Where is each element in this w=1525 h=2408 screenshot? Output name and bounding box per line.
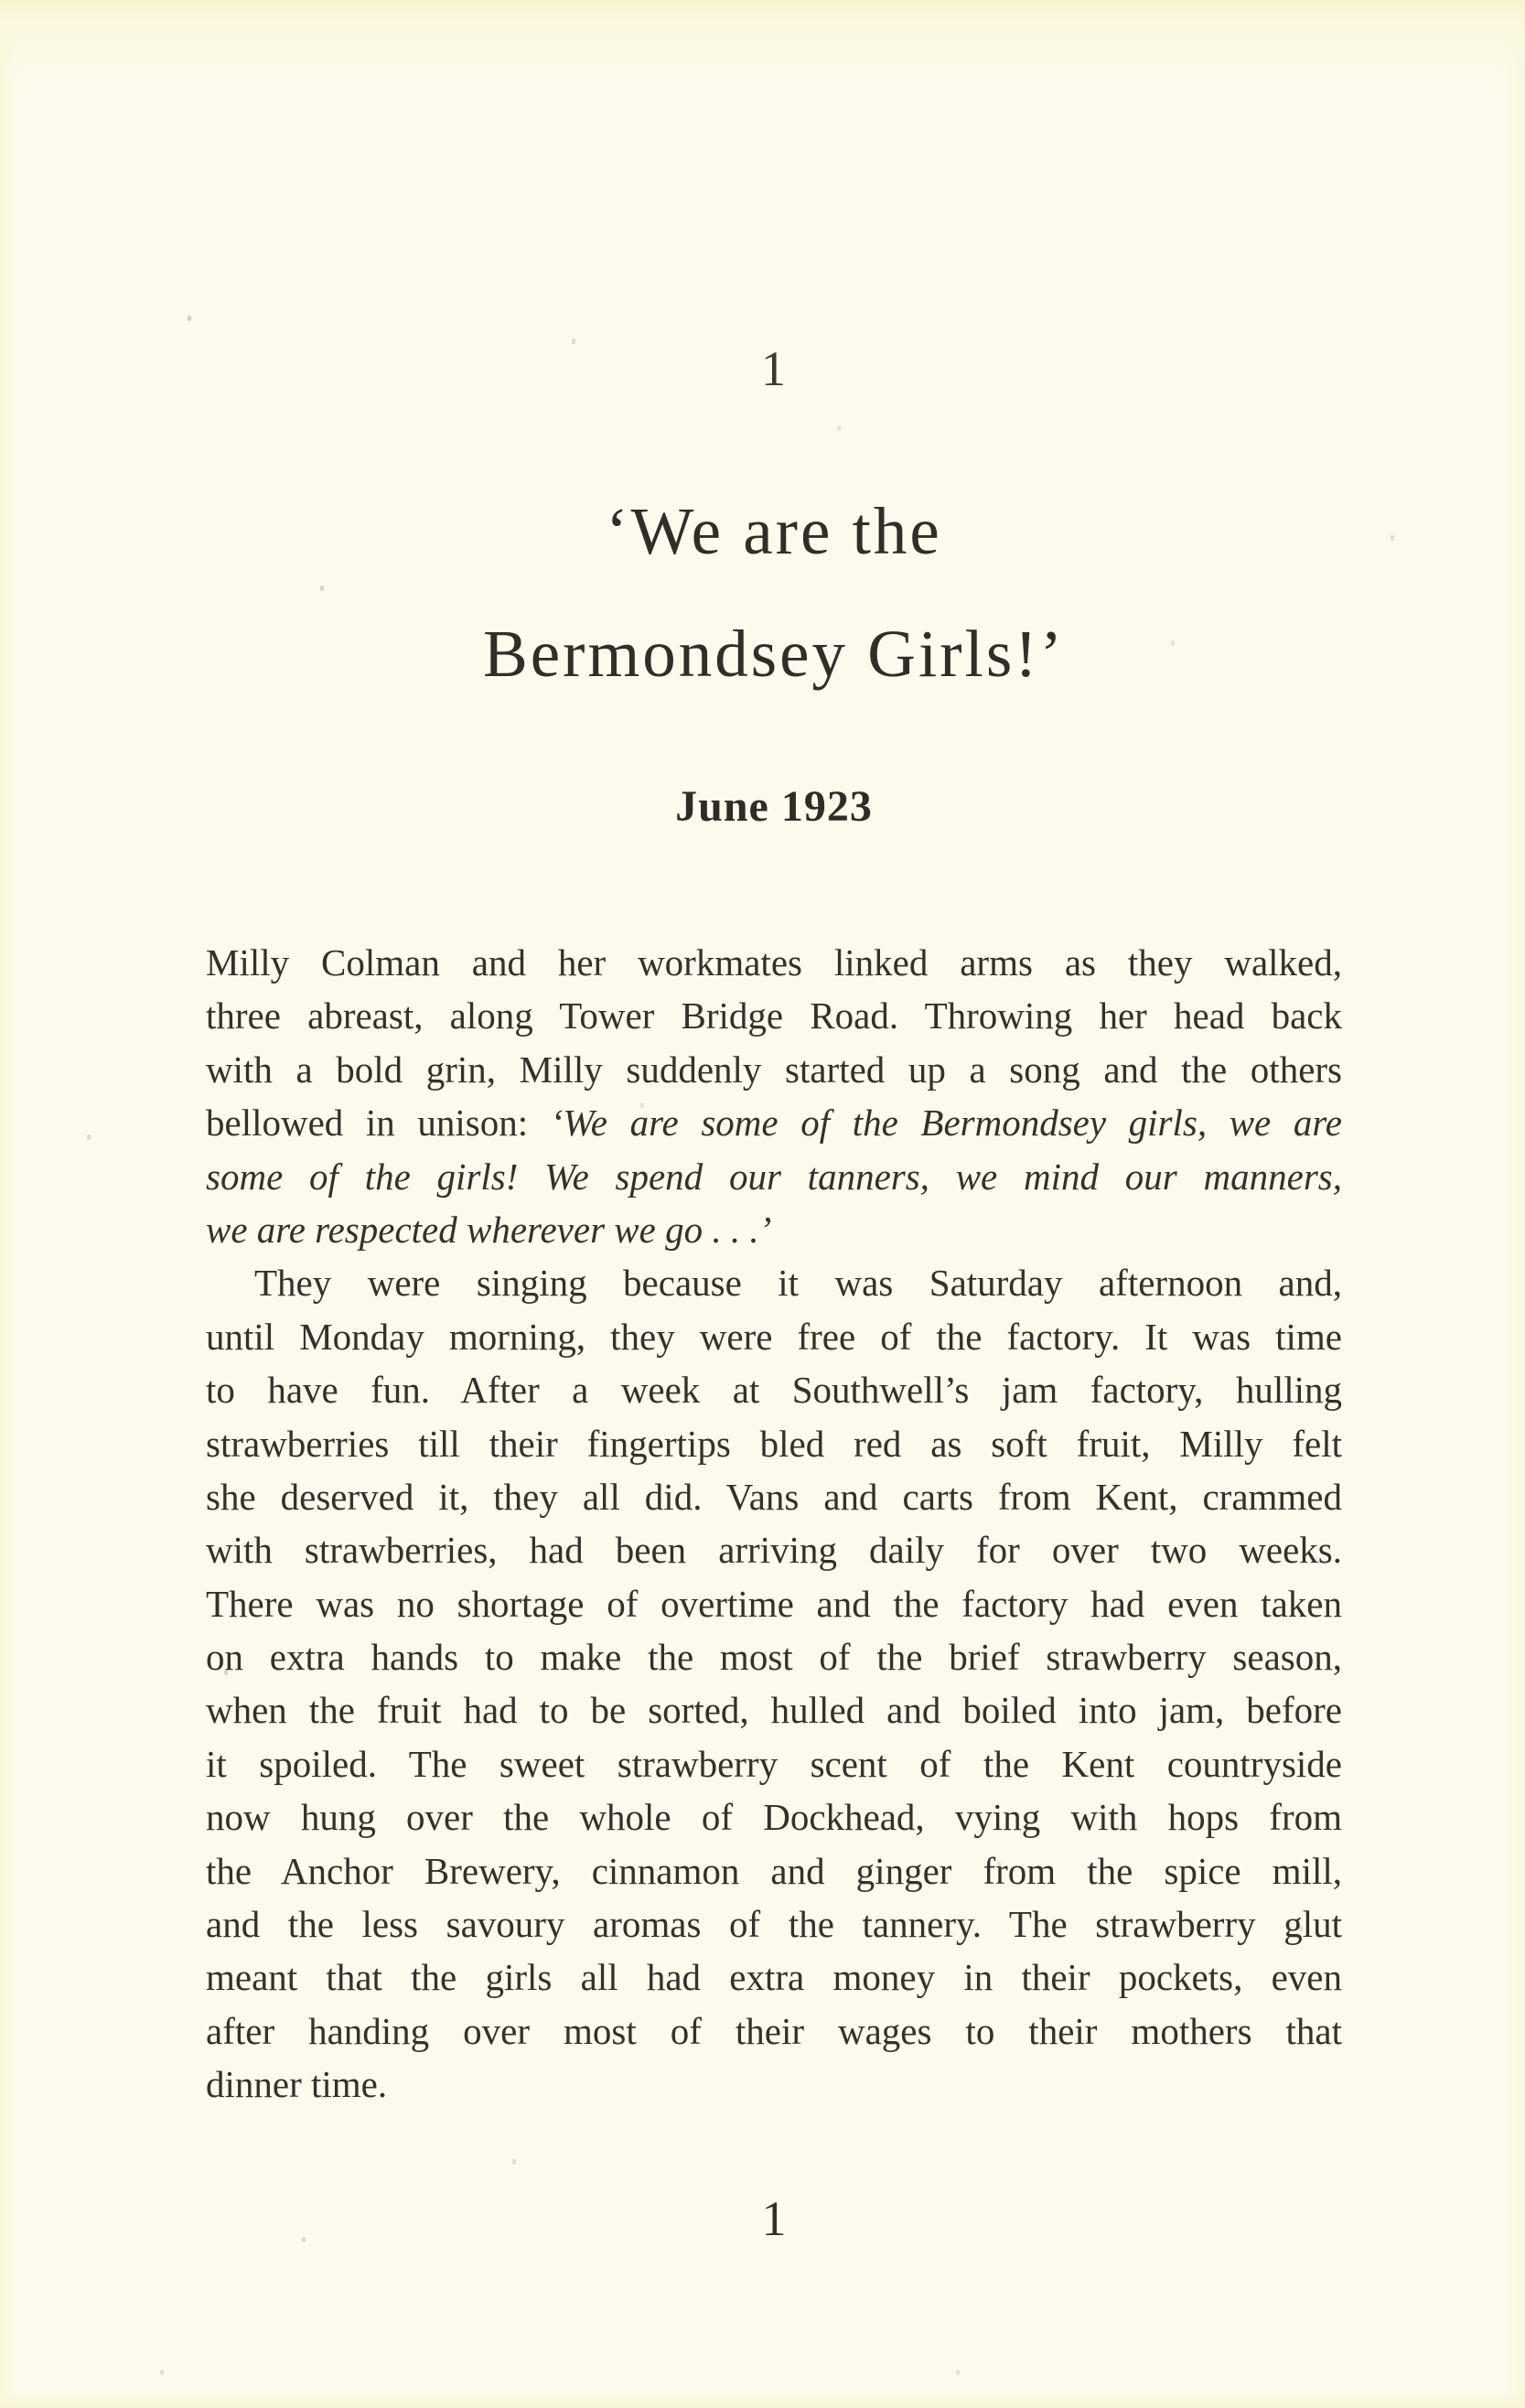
body-line bbox=[206, 2058, 1342, 2111]
body-segment-italic: some of the girls! We spend our tanners, we mind our manners, bbox=[206, 1155, 1342, 1198]
body-segment-italic: ‘We are some of the Bermondsey girls, we are bbox=[550, 1102, 1342, 1145]
body-line bbox=[206, 936, 1342, 989]
body-segment: with a bold grin, Milly suddenly started up a song and the others bbox=[206, 1048, 1342, 1091]
body-line bbox=[206, 1363, 1342, 1416]
body-line bbox=[206, 1417, 1342, 1470]
chapter-title-line-2: Bermondsey Girls!’ bbox=[483, 617, 1065, 691]
body-segment: three abreast, along Tower Bridge Road. Throwing her head back bbox=[206, 994, 1342, 1037]
body-line bbox=[206, 1951, 1342, 2004]
body-segment: to have fun. After a week at Southwell’s jam factory, hulling bbox=[206, 1369, 1342, 1412]
body-segment: when the fruit had to be sorted, hulled and boiled into jam, before bbox=[206, 1689, 1342, 1732]
body-line bbox=[206, 1096, 1342, 1149]
body-segment: Milly Colman and her workmates linked arms as they walked, bbox=[206, 941, 1342, 984]
paper-speck bbox=[188, 316, 191, 321]
body-line bbox=[206, 1310, 1342, 1363]
body-segment: until Monday morning, they were free of the factory. It was time bbox=[206, 1315, 1342, 1358]
body-segment: and the less savoury aromas of the tannery. The strawberry glut bbox=[206, 1903, 1342, 1946]
body-text bbox=[206, 936, 1342, 2112]
body-segment: it spoiled. The sweet strawberry scent of the Kent countryside bbox=[206, 1742, 1342, 1785]
body-segment: There was no shortage of overtime and the factory had even taken bbox=[206, 1582, 1342, 1625]
body-line bbox=[206, 1790, 1342, 1844]
body-line bbox=[206, 1256, 1342, 1309]
chapter-title bbox=[206, 470, 1342, 715]
body-segment: bellowed in unison: bbox=[206, 1102, 551, 1145]
body-segment: strawberries till their fingertips bled red as soft fruit, Milly felt bbox=[206, 1422, 1342, 1465]
body-segment: They were singing because it was Saturday afternoon and, bbox=[254, 1262, 1342, 1305]
body-line bbox=[206, 1683, 1342, 1736]
chapter-title-line-1: ‘We are the bbox=[606, 494, 942, 568]
body-segment: dinner time. bbox=[206, 2063, 388, 2106]
body-line bbox=[206, 1523, 1342, 1576]
body-line bbox=[206, 1844, 1342, 1897]
body-segment: now hung over the whole of Dockhead, vying with hops from bbox=[206, 1796, 1342, 1839]
page-number: 1 bbox=[761, 2191, 787, 2246]
date-heading: June 1923 bbox=[675, 782, 873, 831]
body-segment: with strawberries, had been arriving daily for over two weeks. bbox=[206, 1529, 1342, 1572]
body-line bbox=[206, 1737, 1342, 1790]
body-line bbox=[206, 1897, 1342, 1951]
body-segment-italic: we are respected wherever we go . . .’ bbox=[206, 1208, 772, 1251]
body-line bbox=[206, 1150, 1342, 1203]
body-line bbox=[206, 1577, 1342, 1630]
body-line bbox=[206, 1630, 1342, 1683]
body-line bbox=[206, 1470, 1342, 1523]
chapter-number: 1 bbox=[761, 341, 787, 396]
page-content bbox=[206, 0, 1342, 2408]
body-line bbox=[206, 2005, 1342, 2058]
body-segment: she deserved it, they all did. Vans and carts from Kent, crammed bbox=[206, 1475, 1342, 1518]
body-line bbox=[206, 989, 1342, 1042]
body-segment: after handing over most of their wages to their mothers that bbox=[206, 2009, 1342, 2052]
body-line bbox=[206, 1043, 1342, 1096]
body-segment: meant that the girls all had extra money in their pockets, even bbox=[206, 1956, 1342, 1999]
body-segment: the Anchor Brewery, cinnamon and ginger from the spice mill, bbox=[206, 1849, 1342, 1892]
body-segment: on extra hands to make the most of the brief strawberry season, bbox=[206, 1636, 1342, 1679]
body-line bbox=[206, 1203, 1342, 1256]
